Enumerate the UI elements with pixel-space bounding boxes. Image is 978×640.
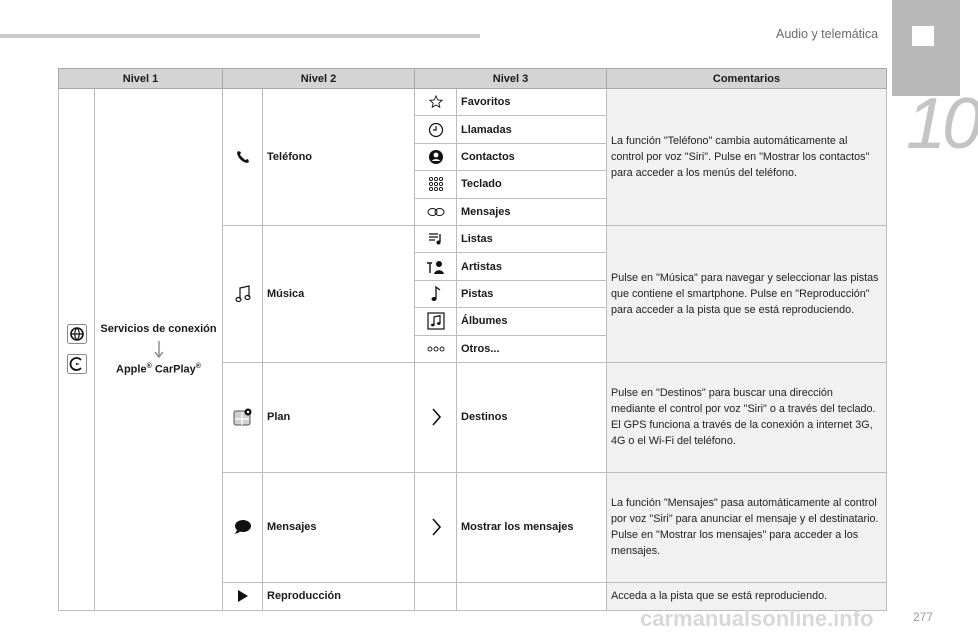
comment-mensajes: La función "Mensajes" pasa automáticamente al control por voz "Siri" para anunciar el mensaje y el destinatario. Pulse en "Mostrar los mensajes" para acceder a los mensajes. — [607, 472, 887, 582]
chevron-cell — [415, 472, 457, 582]
contact-icon-cell — [415, 143, 457, 170]
arrow-down-icon — [154, 341, 164, 359]
level3-otros: Otros... — [457, 335, 607, 362]
star-icon — [429, 95, 443, 109]
level3-artistas: Artistas — [457, 253, 607, 280]
more-icon-cell — [415, 335, 457, 362]
chevron-right-icon — [431, 518, 441, 536]
track-note-icon-cell — [415, 280, 457, 307]
playlist-icon — [428, 232, 444, 246]
level3-contactos: Contactos — [457, 143, 607, 170]
level3-albumes: Álbumes — [457, 308, 607, 335]
phone-icon — [236, 150, 250, 164]
messages-group-icon — [223, 472, 263, 582]
comment-telefono: La función "Teléfono" cambia automáticamente al control por voz "Siri". Pulse en "Mostrar los contactos" para acceder a los menús del teléfono. — [607, 89, 887, 226]
header-comentarios: Comentarios — [607, 69, 887, 89]
clock-icon-cell — [415, 116, 457, 143]
menu-table — [58, 68, 887, 611]
playlist-icon-cell — [415, 225, 457, 252]
play-icon — [237, 589, 249, 603]
level1-services — [95, 89, 223, 611]
watermark: carmanualsonline.info — [640, 606, 874, 631]
track-note-icon — [430, 286, 442, 302]
globe-icon — [67, 324, 87, 344]
more-dots-icon — [427, 346, 445, 352]
speech-bubble-icon — [234, 519, 252, 535]
comment-reproduccion: Acceda a la pista que se está reproduciendo. — [607, 582, 887, 610]
header-nivel-1: Nivel 1 — [59, 69, 223, 89]
header-nivel-3: Nivel 3 — [415, 69, 607, 89]
map-group-icon — [223, 362, 263, 472]
level3-favoritos: Favoritos — [457, 89, 607, 116]
level2-mensajes: Mensajes — [263, 472, 415, 582]
carplay-label: Apple® CarPlay® — [116, 363, 201, 376]
header-rule — [0, 34, 480, 38]
chevron-right-icon — [431, 408, 441, 426]
chevron-cell — [415, 362, 457, 472]
chapter-number: 10 — [906, 84, 978, 164]
comment-plan: Pulse en "Destinos" para buscar una dirección mediante el control por voz "Siri" o a través del teclado. El GPS funciona a través de la conexión a internet 3G, 4G o el Wi-Fi del teléfono. — [607, 362, 887, 472]
chapter-tab — [892, 0, 960, 96]
keypad-icon — [428, 176, 444, 192]
phone-group-icon — [223, 89, 263, 226]
message-bubbles-icon-cell — [415, 198, 457, 225]
page-number: 277 — [913, 610, 934, 624]
level3-llamadas: Llamadas — [457, 116, 607, 143]
comment-musica: Pulse en "Música" para navegar y seleccionar las pistas que contiene el smartphone. Pulse en "Reproducción" para acceder a la pista que se está reproduciendo. — [607, 225, 887, 362]
empty-cell — [415, 582, 457, 610]
header-nivel-2: Nivel 2 — [223, 69, 415, 89]
level3-teclado: Teclado — [457, 171, 607, 198]
album-icon-cell — [415, 308, 457, 335]
artist-icon — [426, 259, 446, 275]
music-group-icon — [223, 225, 263, 362]
play-group-icon — [223, 582, 263, 610]
level3-mensajes: Mensajes — [457, 198, 607, 225]
contact-icon — [428, 149, 444, 165]
album-icon — [427, 312, 445, 330]
empty-cell — [457, 582, 607, 610]
music-note-icon — [235, 285, 251, 303]
carplay-icon — [67, 354, 87, 374]
star-icon-cell — [415, 89, 457, 116]
clock-icon — [428, 122, 444, 138]
artist-icon-cell — [415, 253, 457, 280]
keypad-icon-cell — [415, 171, 457, 198]
level2-plan: Plan — [263, 362, 415, 472]
level3-destinos: Destinos — [457, 362, 607, 472]
level2-musica: Música — [263, 225, 415, 362]
section-title: Audio y telemática — [776, 27, 879, 41]
level2-telefono: Teléfono — [263, 89, 415, 226]
chapter-square-icon — [912, 26, 934, 46]
services-title: Servicios de conexión — [100, 323, 217, 336]
level1-icons — [59, 89, 95, 611]
map-icon — [233, 407, 253, 427]
level3-listas: Listas — [457, 225, 607, 252]
table-row — [59, 89, 887, 116]
table-header-row — [59, 69, 887, 89]
level3-mostrar-mensajes: Mostrar los mensajes — [457, 472, 607, 582]
message-bubbles-icon — [427, 206, 445, 218]
level3-pistas: Pistas — [457, 280, 607, 307]
level2-reproduccion: Reproducción — [263, 582, 415, 610]
